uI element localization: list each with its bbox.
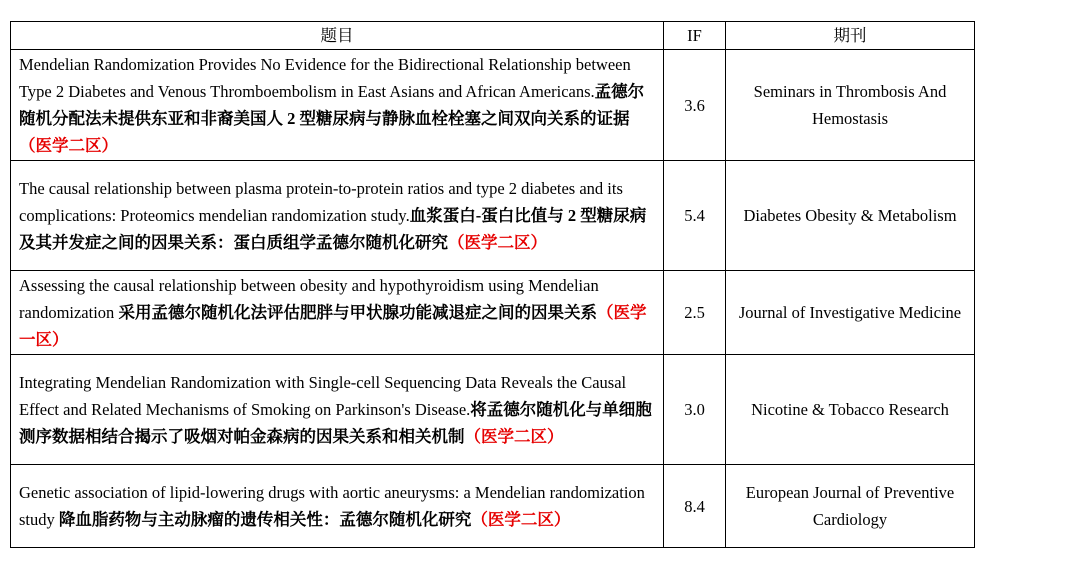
paper-title-en: Integrating Mendelian Randomization with Single-cell Sequencing Data Reveals the Causal Effect and Related Mechanisms of Smoking on Parkinson's Disease. <box>19 373 627 419</box>
zone-label: （医学二区） <box>464 427 564 446</box>
paper-title-zh: 孟德尔随机分配法未提供东亚和非裔美国人 2 型糖尿病与静脉血栓栓塞之间双向关系的证据 <box>19 82 645 128</box>
paper-title-cell <box>11 271 664 355</box>
table-row <box>11 50 975 161</box>
zone-label: （医学二区） <box>448 233 547 252</box>
paper-title-zh: 降血脂药物与主动脉瘤的遗传相关性：孟德尔随机化研究 <box>58 510 472 529</box>
zone-label: （医学二区） <box>471 510 571 529</box>
zone-label: （医学一区） <box>19 303 647 349</box>
table-row <box>11 271 975 355</box>
paper-title-cell <box>11 161 664 271</box>
impact-factor: 2.5 <box>664 271 726 355</box>
header-title: 题目 <box>11 22 664 50</box>
impact-factor: 3.6 <box>664 50 726 161</box>
header-if: IF <box>664 22 726 50</box>
impact-factor: 5.4 <box>664 161 726 271</box>
paper-title-cell <box>11 355 664 465</box>
paper-title-en: Genetic association of lipid-lowering drugs with aortic aneurysms: a Mendelian randomization study <box>19 483 645 529</box>
table-row <box>11 161 975 271</box>
zone-label: （医学二区） <box>19 136 118 155</box>
paper-title-en: Mendelian Randomization Provides No Evidence for the Bidirectional Relationship between Type 2 Diabetes and Venous Thromboembolism in East Asians and African Americans. <box>19 55 631 101</box>
journal-name: Seminars in Thrombosis And Hemostasis <box>726 50 975 161</box>
table-row <box>11 465 975 548</box>
table-row <box>11 355 975 465</box>
journal-name: Nicotine & Tobacco Research <box>726 355 975 465</box>
paper-title-en: The causal relationship between plasma protein-to-protein ratios and type 2 diabetes and its complications: Proteomics mendelian randomization study. <box>19 179 623 225</box>
impact-factor: 8.4 <box>664 465 726 548</box>
table-header-row <box>11 22 975 50</box>
impact-factor: 3.0 <box>664 355 726 465</box>
paper-title-zh: 血浆蛋白-蛋白比值与 2 型糖尿病及其并发症之间的因果关系：蛋白质组学孟德尔随机化研究 <box>19 206 647 252</box>
journal-name: Diabetes Obesity & Metabolism <box>726 161 975 271</box>
header-journal: 期刊 <box>726 22 975 50</box>
journal-name: European Journal of Preventive Cardiology <box>726 465 975 548</box>
paper-title-zh: 将孟德尔随机化与单细胞测序数据相结合揭示了吸烟对帕金森病的因果关系和相关机制 <box>19 400 652 446</box>
paper-title-zh: 采用孟德尔随机化法评估肥胖与甲状腺功能减退症之间的因果关系 <box>118 303 597 322</box>
paper-title-cell <box>11 50 664 161</box>
paper-title-cell <box>11 465 664 548</box>
journal-name: Journal of Investigative Medicine <box>726 271 975 355</box>
paper-title-en: Assessing the causal relationship between obesity and hypothyroidism using Mendelian randomization <box>19 276 599 322</box>
paper-table <box>10 21 975 548</box>
